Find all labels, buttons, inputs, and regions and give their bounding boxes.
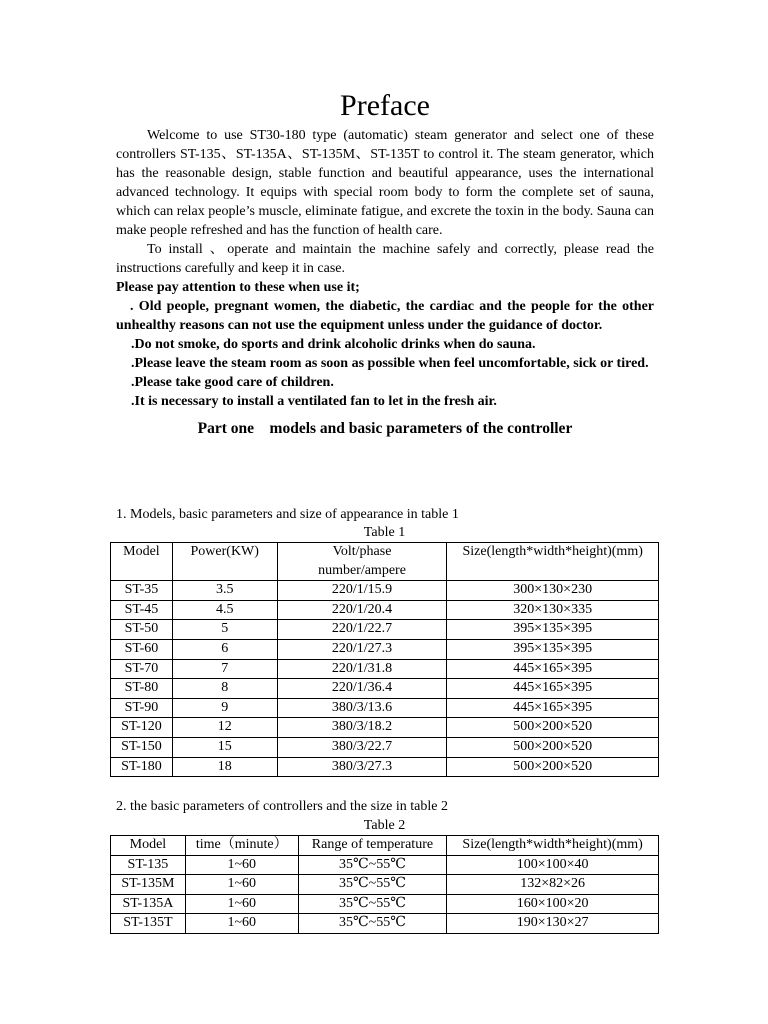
cell: 190×130×27	[447, 914, 659, 934]
cell: 380/3/18.2	[277, 718, 447, 738]
table-header-row	[111, 836, 659, 856]
table-row	[111, 757, 659, 777]
cell: 12	[172, 718, 277, 738]
cell: ST-135A	[111, 894, 186, 914]
cell: 500×200×520	[447, 757, 659, 777]
table-row	[111, 737, 659, 757]
cell: ST-35	[111, 581, 173, 601]
table1-intro: 1. Models, basic parameters and size of appearance in table 1	[116, 507, 459, 522]
cell: ST-70	[111, 659, 173, 679]
table-row	[111, 639, 659, 659]
header-cell: Size(length*width*height)(mm)	[447, 836, 659, 856]
header-cell: Volt/phase number/ampere	[277, 543, 447, 581]
cell: 100×100×40	[447, 855, 659, 875]
cell: ST-150	[111, 737, 173, 757]
header-cell: Size(length*width*height)(mm)	[447, 543, 659, 581]
table-row	[111, 600, 659, 620]
warning-item: .Do not smoke, do sports and drink alcoholic drinks when do sauna.	[131, 337, 536, 352]
cell: 380/3/27.3	[277, 757, 447, 777]
table-row	[111, 620, 659, 640]
page-title: Preface	[340, 89, 430, 122]
cell: 395×135×395	[447, 639, 659, 659]
cell: 6	[172, 639, 277, 659]
cell: 500×200×520	[447, 737, 659, 757]
cell: 35℃~55℃	[298, 875, 447, 895]
attention-heading: Please pay attention to these when use it;	[116, 280, 360, 295]
warning-item: .Please leave the steam room as soon as possible when feel uncomfortable, sick or tired.	[131, 356, 649, 371]
cell: 500×200×520	[447, 718, 659, 738]
document-body	[116, 88, 654, 447]
cell: 35℃~55℃	[298, 894, 447, 914]
cell: 220/1/20.4	[277, 600, 447, 620]
cell: ST-90	[111, 698, 173, 718]
header-cell: Model	[111, 836, 186, 856]
cell: ST-45	[111, 600, 173, 620]
cell: ST-135M	[111, 875, 186, 895]
cell: 220/1/15.9	[277, 581, 447, 601]
table-row	[111, 894, 659, 914]
warning-item: .Please take good care of children.	[131, 375, 334, 390]
warning-item: . Old people, pregnant women, the diabetic, the cardiac and the people for the other unhealthy reasons can not use the equipment unless under the guidance of doctor.	[116, 299, 654, 333]
cell: 4.5	[172, 600, 277, 620]
cell: 380/3/13.6	[277, 698, 447, 718]
table-row	[111, 914, 659, 934]
cell: 1~60	[185, 875, 298, 895]
table-row	[111, 875, 659, 895]
install-paragraph: To install 、operate and maintain the machine safely and correctly, please read the instructions carefully and keep it in case.	[116, 242, 654, 276]
cell: ST-120	[111, 718, 173, 738]
cell: 300×130×230	[447, 581, 659, 601]
cell: 7	[172, 659, 277, 679]
warning-item: .It is necessary to install a ventilated fan to let in the fresh air.	[131, 394, 497, 409]
cell: ST-60	[111, 639, 173, 659]
cell: 160×100×20	[447, 894, 659, 914]
cell: 35℃~55℃	[298, 914, 447, 934]
cell: 320×130×335	[447, 600, 659, 620]
cell: ST-80	[111, 679, 173, 699]
cell: 3.5	[172, 581, 277, 601]
cell: ST-50	[111, 620, 173, 640]
header-cell: Range of temperature	[298, 836, 447, 856]
table1-caption: Table 1	[363, 525, 406, 540]
section-title: Part one models and basic parameters of the controller	[197, 420, 573, 437]
cell: 1~60	[185, 894, 298, 914]
header-cell: Model	[111, 543, 173, 581]
cell: 9	[172, 698, 277, 718]
cell: 445×165×395	[447, 698, 659, 718]
table-row	[111, 679, 659, 699]
controllers-table	[110, 835, 659, 934]
cell: 445×165×395	[447, 659, 659, 679]
header-cell: Power(KW)	[172, 543, 277, 581]
cell: 8	[172, 679, 277, 699]
cell: 1~60	[185, 855, 298, 875]
cell: 220/1/36.4	[277, 679, 447, 699]
cell: 380/3/22.7	[277, 737, 447, 757]
table-row	[111, 659, 659, 679]
cell: 18	[172, 757, 277, 777]
cell: 220/1/27.3	[277, 639, 447, 659]
table2-intro: 2. the basic parameters of controllers and the size in table 2	[116, 799, 448, 814]
table-header-row	[111, 543, 659, 581]
models-table	[110, 542, 659, 777]
cell: ST-135T	[111, 914, 186, 934]
table-row	[111, 855, 659, 875]
cell: ST-135	[111, 855, 186, 875]
table-row	[111, 718, 659, 738]
cell: 395×135×395	[447, 620, 659, 640]
cell: 1~60	[185, 914, 298, 934]
cell: 15	[172, 737, 277, 757]
cell: 445×165×395	[447, 679, 659, 699]
table-row	[111, 581, 659, 601]
intro-paragraph: Welcome to use ST30-180 type (automatic) steam generator and select one of these controllers ST-135、ST-135A、ST-135M、ST-135T to control it. The steam generator, which has the reasonable design, stable function and beautiful appearance, uses the international advanced technology. It equips with special room body to form the complete set of sauna, which can relax people’s muscle, eliminate fatigue, and excrete the toxin in the body. Sauna can make people refreshed and has the function of health care.	[116, 128, 654, 238]
cell: 5	[172, 620, 277, 640]
table2-caption: Table 2	[363, 818, 406, 833]
cell: 132×82×26	[447, 875, 659, 895]
header-cell: time（minute）	[185, 836, 298, 856]
cell: 35℃~55℃	[298, 855, 447, 875]
cell: ST-180	[111, 757, 173, 777]
cell: 220/1/31.8	[277, 659, 447, 679]
cell: 220/1/22.7	[277, 620, 447, 640]
table-row	[111, 698, 659, 718]
